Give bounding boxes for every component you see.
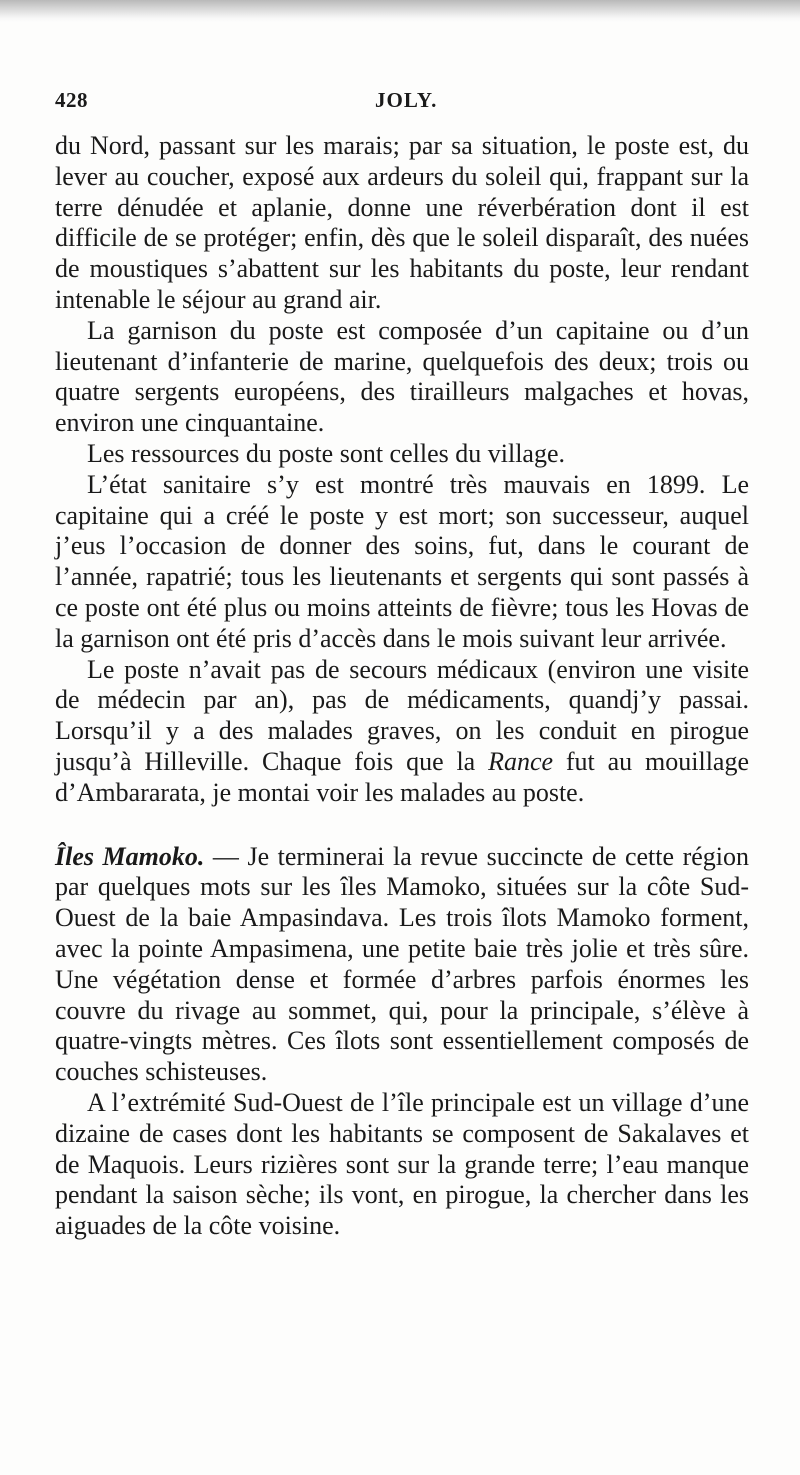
page-header [55, 88, 749, 118]
paragraph-resources [55, 439, 749, 470]
paragraph-sanitary-state [55, 470, 749, 655]
paragraph-medical-aid [55, 655, 749, 809]
paragraph-text: L’état sanitaire s’y est montré très mauvais en 1899. Le capitaine qui a créé le poste y est mort; son successeur, auquel j’eus l’occasion de donner des soins, fut, dans le courant de l’année, rapatrié; tous les lieutenants et sergents qui sont passés à ce poste ont été plus ou moins atteints de fièvre; tous les Hovas de la garnison ont été pris d’accès dans le mois suivant leur arrivée. [55, 469, 749, 653]
paragraph-text: La garnison du poste est composée d’un capitaine ou d’un lieutenant d’infanterie de marine, quelquefois des deux; trois ou quatre sergents européens, des tirailleurs malgaches et hovas, environ une cinquantaine. [55, 315, 749, 438]
paragraph-continuation [55, 131, 749, 316]
paragraph-iles-mamoko [55, 842, 749, 1088]
page-number: 428 [55, 88, 88, 112]
paragraph-garrison [55, 316, 749, 439]
scan-top-edge [0, 0, 800, 22]
paragraph-text: Les ressources du poste sont celles du village. [87, 438, 565, 468]
paragraph-text: A l’extrémité Sud-Ouest de l’île principale est un village d’une dizaine de cases dont les habitants se composent de Sakalaves et de Maquois. Leurs rizières sont sur la grande terre; l’eau manque pendant la saison sèche; ils vont, en pirogue, la chercher dans les aiguades de la côte voisine. [55, 1087, 749, 1241]
section-label: Îles Mamoko. [55, 841, 205, 871]
paragraph-text: fut au mouillage d’Ambararata, je montai voir les malades au poste. [55, 746, 749, 807]
paragraph-text: — Je terminerai la revue succincte de cette région par quelques mots sur les îles Mamoko, situées sur la côte Sud-Ouest de la baie Ampasindava. Les trois îlots Mamoko forment, avec la pointe Ampasimena, une petite baie très jolie et très sûre. Une végétation dense et formée d’arbres parfois énormes les couvre du rivage au sommet, qui, pour la principale, s’élève à quatre-vingts mètres. Ces îlots sont essentiellement composés de couches schisteuses. [55, 841, 750, 1087]
body-text [55, 131, 749, 1242]
paragraph-text: du Nord, passant sur les marais; par sa situation, le poste est, du lever au coucher, exposé aux ardeurs du soleil qui, frappant sur la terre dénudée et aplanie, donne une réverbération dont il est difficile de se protéger; enfin, dès que le soleil disparaît, des nuées de moustiques s’abattent sur les habitants du poste, leur rendant intenable le séjour au grand air. [55, 131, 749, 314]
paragraph-village [55, 1088, 749, 1242]
running-title: JOLY. [375, 88, 438, 112]
ship-name: Rance [488, 746, 554, 776]
paragraph-text: Le poste n’avait pas de secours médicaux (environ une visite de médecin par an), pas de médicaments, quandj’y passai. Lorsqu’il y a des malades graves, on les conduit en pirogue jusqu’à Hilleville. Chaque fois que la [55, 654, 749, 776]
